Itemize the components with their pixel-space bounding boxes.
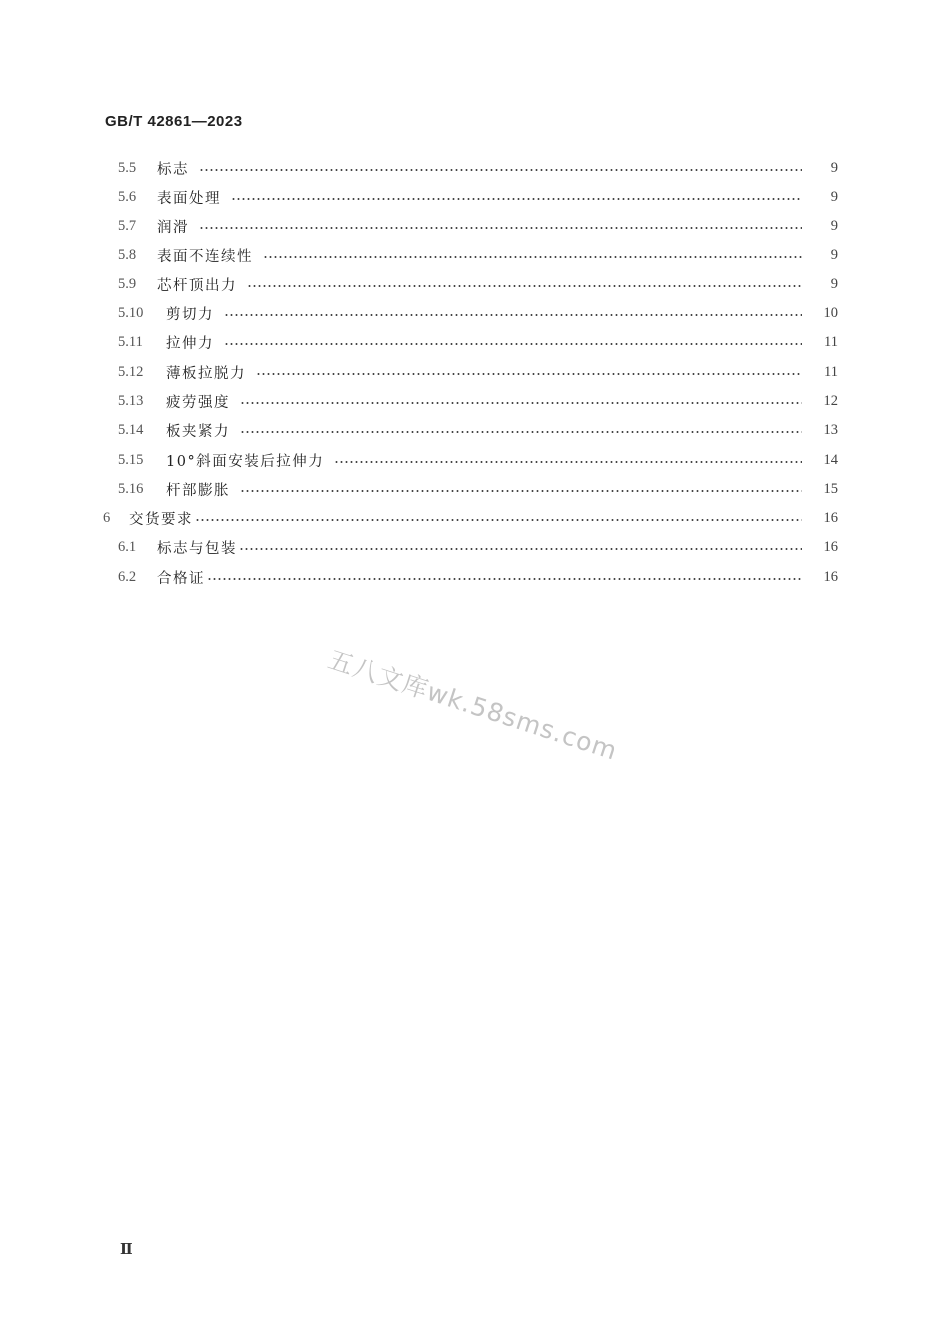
toc-entry[interactable]: [103, 507, 838, 529]
toc-entry-title: 疲劳强度: [166, 394, 230, 411]
toc-leader-dots: [247, 285, 802, 287]
toc-leader-dots: [231, 198, 802, 200]
page-number: Ⅱ: [120, 1242, 133, 1258]
toc-entry-number: 5.9: [118, 275, 137, 292]
toc-entry-number: 5.10: [118, 304, 144, 321]
toc-entry-page: 9: [830, 275, 838, 292]
toc-leader-dots: [224, 314, 802, 316]
toc-entry-page: 10: [823, 304, 838, 321]
toc-leader-dots: [207, 578, 802, 580]
toc-entry-page: 14: [823, 451, 838, 468]
toc-leader-dots: [240, 402, 802, 404]
toc-entry-title: 润滑: [157, 219, 189, 236]
toc-entry-page: 9: [830, 217, 838, 234]
toc-entry-number: 6.1: [118, 538, 137, 555]
toc-entry-title: 交货要求: [129, 511, 193, 528]
toc-leader-dots: [199, 169, 802, 171]
toc-entry-number: 5.7: [118, 217, 137, 234]
toc-entry[interactable]: [118, 536, 838, 558]
toc-leader-dots: [239, 548, 802, 550]
toc-entry-number: 5.6: [118, 188, 137, 205]
toc-entry-number: 5.12: [118, 363, 144, 380]
toc-entry[interactable]: [118, 566, 838, 588]
toc-leader-dots: [334, 461, 802, 463]
toc-entry-number: 5.15: [118, 451, 144, 468]
toc-entry[interactable]: [118, 157, 838, 179]
toc-entry-page: 16: [823, 538, 838, 555]
toc-entry[interactable]: [118, 478, 838, 500]
toc-entry[interactable]: [118, 331, 838, 353]
toc-entry-number: 5.14: [118, 421, 144, 438]
toc-entry-page: 12: [823, 392, 838, 409]
toc-leader-dots: [256, 373, 802, 375]
toc-entry[interactable]: [118, 244, 838, 266]
toc-entry-number: 5.13: [118, 392, 144, 409]
toc-entry-number: 5.11: [118, 333, 143, 350]
toc-entry-number: 6.2: [118, 568, 137, 585]
toc-leader-dots: [240, 431, 802, 433]
toc-entry-title: 10°斜面安装后拉伸力: [166, 453, 325, 470]
toc-entry-page: 16: [823, 568, 838, 585]
toc-entry-page: 11: [824, 333, 838, 350]
toc-entry[interactable]: [118, 302, 838, 324]
standard-code-header: GB/T 42861—2023: [105, 113, 243, 130]
toc-entry[interactable]: [118, 419, 838, 441]
toc-entry-page: 15: [823, 480, 838, 497]
toc-entry-page: 9: [830, 159, 838, 176]
watermark-text: 五八文库wk.58sms.com: [324, 644, 622, 766]
toc-entry-page: 9: [830, 188, 838, 205]
toc-entry[interactable]: [118, 361, 838, 383]
toc-entry-title: 板夹紧力: [166, 423, 230, 440]
toc-entry-title: 拉伸力: [166, 335, 214, 352]
toc-entry[interactable]: [118, 186, 838, 208]
toc-entry-page: 11: [824, 363, 838, 380]
toc-leader-dots: [199, 227, 802, 229]
toc-entry-number: 6: [103, 509, 111, 526]
toc-entry-title: 薄板拉脱力: [166, 365, 246, 382]
toc-entry-title: 杆部膨胀: [166, 482, 230, 499]
toc-entry-title: 标志: [157, 161, 189, 178]
toc-entry[interactable]: [118, 215, 838, 237]
toc-entry-title: 表面不连续性: [157, 248, 253, 265]
toc-entry-page: 13: [823, 421, 838, 438]
toc-entry-title: 剪切力: [166, 306, 214, 323]
toc-entry-page: 16: [823, 509, 838, 526]
toc-leader-dots: [195, 519, 802, 521]
toc-leader-dots: [224, 343, 802, 345]
toc-entry-number: 5.8: [118, 246, 137, 263]
toc-entry-number: 5.16: [118, 480, 144, 497]
toc-leader-dots: [240, 490, 802, 492]
toc-leader-dots: [263, 256, 802, 258]
toc-entry[interactable]: [118, 390, 838, 412]
toc-entry[interactable]: [118, 273, 838, 295]
toc-entry-title: 表面处理: [157, 190, 221, 207]
toc-entry-title: 标志与包装: [157, 540, 237, 557]
toc-entry-title: 芯杆顶出力: [157, 277, 237, 294]
toc-entry-number: 5.5: [118, 159, 137, 176]
toc-entry-title: 合格证: [157, 570, 205, 587]
toc-entry-page: 9: [830, 246, 838, 263]
toc-entry[interactable]: [118, 449, 838, 471]
